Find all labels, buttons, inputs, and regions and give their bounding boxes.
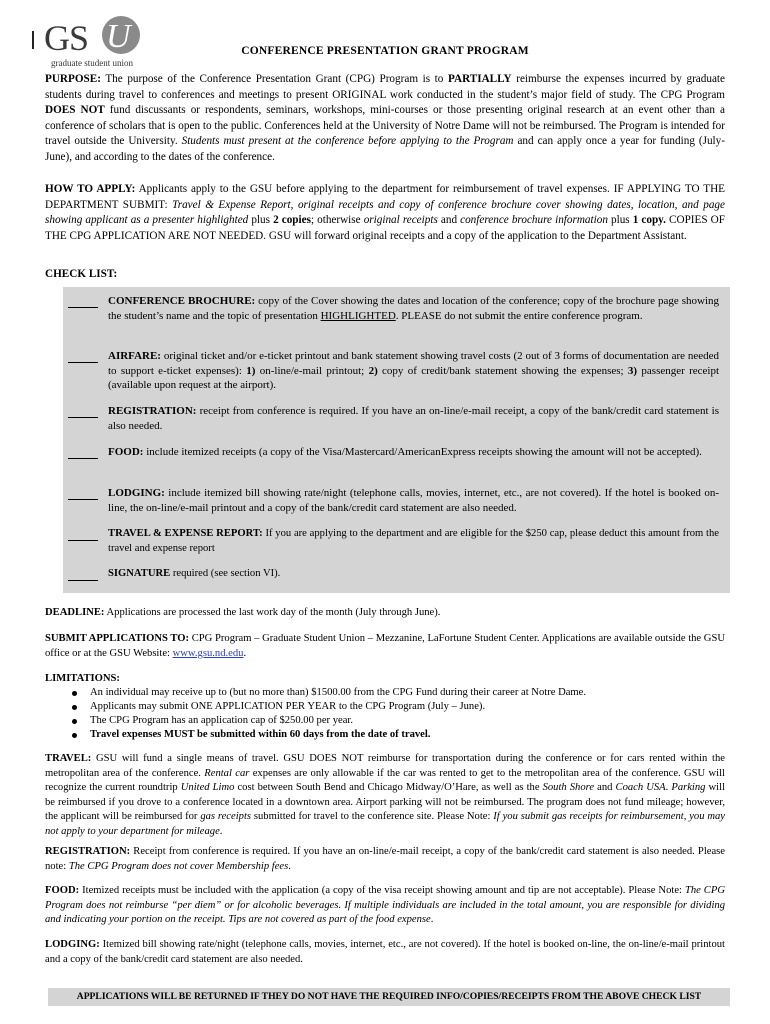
purpose-text: The purpose of the Conference Presentation Grant (CPG) Program is to	[100, 73, 448, 85]
food-italic: The CPG Program does not reimburse “per diem” or for alcoholic beverages. If multiple individuals are included in the total amount, you are responsible for dividing and indicating your portion on the receipt. Tips are not covered as part of the food expense	[45, 885, 725, 925]
limitations-heading: LIMITATIONS:	[45, 673, 120, 684]
lodging-text: Itemized bill showing rate/night (telephone calls, movies, internet, etc., are not covered). If the hotel is booked on-line, the on-line/e-mail printout and a copy of the bank/credit card statement are also needed.	[45, 939, 725, 965]
checklist-item-text: receipt from conference is required. If you have an on-line/e-mail receipt, a copy of the bank/credit card statement is also needed.	[108, 405, 719, 432]
list-item-text: Applicants may submit ONE APPLICATION PER YEAR to the CPG Program (July – June).	[90, 701, 486, 712]
how-to-apply-label: HOW TO APPLY:	[45, 183, 136, 195]
deadline-text: Applications are processed the last work day of the month (July through June).	[104, 607, 441, 618]
how-to-apply-text: plus	[607, 214, 633, 226]
checkbox-blank[interactable]	[68, 349, 98, 363]
list-item-text: An individual may receive up to (but no more than) $1500.00 from the CPG Fund during their career at Notre Dame.	[90, 687, 587, 698]
deadline-label: DEADLINE:	[45, 607, 105, 618]
checklist-item-underline: HIGHLIGHTED	[320, 309, 396, 322]
list-item	[72, 728, 712, 742]
checkbox-blank[interactable]	[68, 404, 98, 418]
submit-label: SUBMIT APPLICATIONS TO:	[45, 633, 190, 644]
travel-text: .	[219, 825, 223, 837]
purpose-label: PURPOSE:	[45, 73, 101, 85]
how-to-apply-text: Applicants apply to the GSU before applying to the department for reimbursement of travel expenses. IF APPLYING TO THE DEPARTMENT SUBMIT:	[45, 183, 725, 211]
submit-text: CPG Program – Graduate Student Union – Mezzanine, LaFortune Student Center. Applications are available outside the GSU office or at the GSU Website:	[45, 633, 725, 659]
lodging-label: LODGING:	[45, 939, 100, 950]
food-label: FOOD:	[45, 885, 80, 896]
list-item-text: The CPG Program has an application cap of $250.00 per year.	[90, 715, 354, 726]
list-item-text: Travel expenses MUST be submitted within 60 days from the date of travel.	[90, 729, 431, 740]
checklist-item-text	[108, 404, 719, 433]
travel-italic: Parking	[671, 782, 706, 793]
checklist-item-text: If you are applying to the department and are eligible for the $250 cap, please deduct this amount from the travel and expense report	[108, 528, 719, 554]
list-item	[72, 700, 712, 714]
travel-text: and	[594, 782, 616, 793]
how-to-apply-emphasis: 2 copies	[273, 214, 311, 226]
travel-italic: If you submit gas receipts for reimbursement, you may not apply to your department for mileage	[45, 811, 725, 837]
purpose-text: reimburse the expenses incurred by graduate students during travel to conferences and meetings to present ORIGINAL work conducted in the student’s major field of study. The CPG Program	[45, 73, 725, 101]
gsu-logo	[30, 14, 140, 70]
submit-paragraph	[45, 632, 725, 661]
checklist-panel	[63, 287, 730, 593]
checklist-item-text	[108, 349, 719, 393]
list-item	[72, 714, 712, 728]
purpose-text: fund discussants or respondents, seminars, workshops, mini-courses or those presenting original research at an event other than a conference of scholars that is open to the public. Conferences held at the University of Notre Dame will not be reimbursed. The Program is intended for travel outside the University.	[45, 104, 725, 147]
checklist-item-text: copy of credit/bank statement showing the expenses;	[377, 364, 628, 377]
checklist-item-text	[108, 527, 719, 556]
checklist-item-label: LODGING:	[108, 487, 165, 499]
checklist-item-text	[108, 294, 719, 323]
checklist-item-text: include itemized receipts (a copy of the Visa/Mastercard/AmericanExpress receipts showing the amount will not be accepted).	[143, 446, 702, 458]
registration-italic: The CPG Program does not cover Membership fees	[68, 860, 289, 872]
list-item	[72, 686, 712, 700]
how-to-apply-paragraph	[45, 182, 725, 244]
purpose-emphasis: DOES NOT	[45, 104, 105, 116]
travel-label: TRAVEL:	[45, 753, 92, 764]
how-to-apply-italic: Travel & Expense Report, original receipts and copy of conference brochure cover showing dates, location, and page showing applicant as a presenter highlighted	[45, 198, 725, 226]
checkbox-blank[interactable]	[68, 527, 98, 541]
checklist-item-text: on-line/e-mail printout;	[255, 364, 369, 377]
registration-text: Receipt from conference is required. If you have an on-line/e-mail receipt, a copy of the bank/credit card statement is also needed. Please note:	[45, 846, 725, 872]
checklist-item-label: CONFERENCE BROCHURE:	[108, 295, 256, 307]
checklist-item-label: REGISTRATION:	[108, 405, 197, 417]
page-title: CONFERENCE PRESENTATION GRANT PROGRAM	[241, 45, 529, 57]
travel-text: GSU will fund a single means of travel. GSU DOES NOT reimburse for transportation during the conference or for cars rented within the metropolitan area of the conference.	[45, 753, 725, 779]
checklist-item-label: TRAVEL & EXPENSE REPORT:	[108, 528, 263, 539]
logo-letter: U	[106, 18, 131, 55]
food-text: Itemized receipts must be included with the application (a copy of the visa receipt showing amount and tip are not acceptable). Please Note:	[79, 885, 685, 896]
submit-text: .	[243, 647, 247, 659]
travel-italic: gas receipts	[200, 811, 252, 822]
limitations-list	[72, 686, 712, 742]
travel-paragraph	[45, 752, 725, 839]
travel-italic: South Shore	[542, 782, 595, 793]
checklist-item-number: 3)	[627, 364, 638, 377]
purpose-italic: Students must present at the conference before applying to the Program	[181, 135, 514, 147]
bullet-icon	[72, 691, 77, 696]
checklist-item-text: original ticket and/or e-ticket printout and bank statement showing travel costs (2 out of 3 forms of documentation are needed to support e-ticket expenses):	[108, 350, 719, 377]
checklist-item-label: FOOD:	[108, 446, 144, 458]
purpose-paragraph	[45, 72, 725, 165]
how-to-apply-text: COPIES OF THE CPG APPLICATION ARE NOT NEEDED. GSU will forward original receipts and a copy of the application to the Department Assistant.	[45, 214, 725, 242]
checklist-item-text: include itemized bill showing rate/night (telephone calls, movies, internet, etc., are not covered). If the hotel is booked on-line, the on-line/e-mail printout and a copy of the bank/credit card statement are also needed.	[108, 487, 719, 514]
checklist-heading: CHECK LIST:	[45, 268, 118, 280]
registration-paragraph	[45, 845, 725, 874]
food-text: .	[430, 914, 434, 925]
checkbox-blank[interactable]	[68, 567, 98, 581]
food-paragraph	[45, 884, 725, 928]
purpose-text: and can apply once a year for funding (July-June), and according to the dates of the conference.	[45, 135, 725, 163]
checklist-item-label: SIGNATURE	[108, 568, 171, 579]
checklist-item-number: 2)	[368, 364, 378, 377]
bullet-icon	[72, 705, 77, 710]
travel-text: will be reimbursed if you drove to a conference located in a downtown area. Airport parking will not be reimbursed. The program does not fund mileage; however, the applicant will be reimbursed for	[45, 782, 726, 822]
registration-text: .	[288, 860, 291, 872]
how-to-apply-italic: conference brochure information	[460, 214, 608, 226]
lodging-paragraph	[45, 938, 725, 967]
travel-text: expenses are only allowable if the car was rented to get to the metropolitan area of the conference. GSU will recognize the current roundtrip	[45, 767, 725, 793]
footer-warning: APPLICATIONS WILL BE RETURNED IF THEY DO NOT HAVE THE REQUIRED INFO/COPIES/RECEIPTS FROM THE ABOVE CHECK LIST	[48, 988, 730, 1006]
registration-label: REGISTRATION:	[45, 846, 131, 857]
checklist-item-text: required (see section VI).	[170, 568, 281, 579]
logo-text: GS	[44, 18, 89, 58]
travel-text: .	[665, 782, 672, 793]
travel-italic: Rental car	[204, 767, 250, 779]
checklist-item-number: 1)	[246, 364, 256, 377]
checklist-item-text: copy of the Cover showing the dates and location of the conference; copy of the brochure page showing the student’s name and the topic of presentation	[108, 295, 719, 322]
checkbox-blank[interactable]	[68, 486, 98, 500]
travel-italic: United Limo	[180, 782, 235, 793]
checkbox-blank[interactable]	[68, 445, 98, 459]
how-to-apply-text: plus	[248, 214, 274, 226]
checklist-item-text	[108, 567, 719, 582]
deadline-paragraph	[45, 606, 725, 621]
checklist-item-text	[108, 486, 719, 515]
how-to-apply-emphasis: 1 copy.	[632, 214, 666, 226]
how-to-apply-italic: original receipts	[363, 214, 438, 226]
travel-text: submitted for travel to the conference site. Please Note:	[251, 811, 494, 822]
travel-text: cost between South Bend and Chicago Midway/O’Hare, as well as the	[234, 782, 543, 793]
checklist-item-text: . PLEASE do not submit the entire conference program.	[395, 309, 643, 322]
how-to-apply-text: and	[437, 214, 461, 226]
bullet-icon	[72, 733, 77, 738]
travel-italic: Coach USA	[615, 782, 666, 793]
purpose-emphasis: PARTIALLY	[447, 73, 512, 85]
how-to-apply-text: ; otherwise	[310, 214, 364, 226]
gsu-website-link[interactable]: www.gsu.nd.edu	[172, 647, 244, 659]
logo-subtitle: graduate student union	[51, 58, 133, 68]
checklist-item-label: AIRFARE:	[108, 350, 161, 362]
checklist-item-text	[108, 445, 719, 460]
bullet-icon	[72, 719, 77, 724]
checkbox-blank[interactable]	[68, 294, 98, 308]
checklist-item-text: passenger receipt (available upon request at the airport).	[108, 364, 720, 391]
